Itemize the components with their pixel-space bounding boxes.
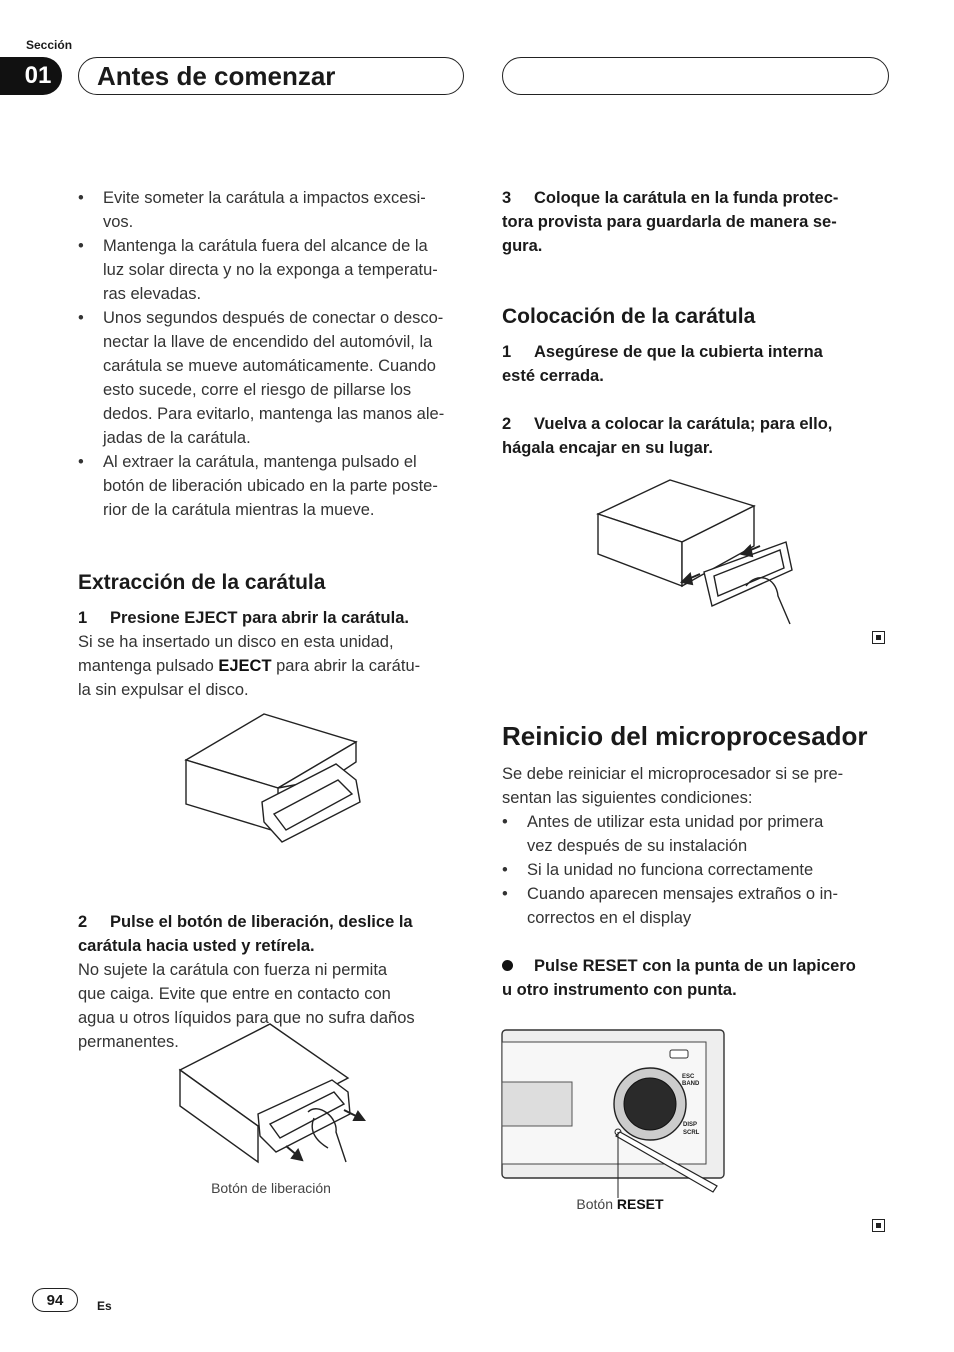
- reset-keyword: RESET: [616, 1196, 664, 1212]
- step-text: Pulse RESET con la punta de un lapicero u otro instrumento con punta.: [502, 957, 856, 999]
- display-window: [502, 1082, 572, 1126]
- precaution-list: [78, 186, 464, 522]
- placement-step-1: [502, 340, 890, 388]
- step-text: Coloque la carátula en la funda protec- tora provista para guardarla de manera se- gura.: [502, 189, 839, 255]
- step-number: 1: [78, 609, 88, 627]
- reset-condition-list: [502, 810, 892, 930]
- reset-section: [502, 720, 892, 1002]
- step-number: 3: [502, 189, 512, 207]
- disp-label: DISP: [683, 1122, 698, 1128]
- list-item: • Unos segundos después de conectar o desco- nectar la llave de encendido del automóvil, la carátula se mueve automáticamente. Cuando esto sucede, corre el riesgo de pillarse los dedos. Para evitarlo, mantenga las manos ale- jadas de la carátula.: [78, 306, 464, 450]
- language-code: Es: [97, 1299, 112, 1313]
- eject-slot: [670, 1050, 688, 1058]
- extraction-step-2: [78, 910, 464, 958]
- placement-step-2: [502, 412, 890, 460]
- header-empty-pill: [502, 57, 889, 95]
- release-illustration: [178, 1022, 368, 1167]
- section-end-mark: [872, 1219, 885, 1232]
- list-item: • Si la unidad no funciona correctamente: [502, 858, 892, 882]
- step-number: 1: [502, 343, 512, 361]
- reset-caption: [560, 1196, 680, 1212]
- list-item: • Al extraer la carátula, mantenga pulsado el botón de liberación ubicado en la parte poste- rior de la carátula mientras la mueve.: [78, 450, 464, 522]
- step-text: Asegúrese de que la cubierta interna esté cerrada.: [502, 343, 823, 385]
- reset-intro: Se debe reiniciar el microprocesador si se pre- sentan las siguientes condiciones:: [502, 765, 844, 807]
- list-item: • Cuando aparecen mensajes extraños o in- correctos en el display: [502, 882, 892, 930]
- reset-illustration: [502, 1028, 732, 1198]
- chapter-title: Antes de comenzar: [78, 57, 464, 95]
- body-text: Si se ha insertado un disco en esta unidad, mantenga pulsado: [78, 633, 394, 675]
- step-text: Presione EJECT para abrir la carátula.: [110, 609, 409, 627]
- extraction-heading: Extracción de la carátula: [78, 571, 326, 594]
- section-end-mark: [872, 631, 885, 644]
- extraction-step-1: [78, 606, 464, 630]
- list-item: • Antes de utilizar esta unidad por primera vez después de su instalación: [502, 810, 892, 858]
- filled-circle-icon: [502, 954, 534, 978]
- list-item: • Evite someter la carátula a impactos excesi- vos.: [78, 186, 464, 234]
- section-label: Sección: [26, 38, 73, 52]
- extraction-step-3: [502, 186, 890, 258]
- right-column: [502, 186, 890, 460]
- caption-text: Botón: [576, 1196, 617, 1212]
- left-column: [78, 186, 464, 1054]
- step-number: 2: [502, 415, 512, 433]
- esc-label: ESC: [682, 1074, 695, 1080]
- scrl-label: SCRL: [683, 1130, 700, 1136]
- arrow-head: [354, 1112, 364, 1120]
- section-number-badge: 01: [0, 57, 62, 95]
- release-caption: Botón de liberación: [211, 1180, 331, 1196]
- placement-heading: Colocación de la carátula: [502, 305, 756, 328]
- extraction-step-2-body: No sujete la carátula con fuerza ni permita que caiga. Evite que entre en contacto con agua u otros líquidos para que no sufra daños permanentes.: [78, 961, 415, 1051]
- eject-illustration: [182, 710, 362, 830]
- attach-illustration: [596, 476, 796, 621]
- step-number: 2: [78, 913, 88, 931]
- page-number: 94: [32, 1288, 78, 1312]
- list-item: • Mantenga la carátula fuera del alcance de la luz solar directa y no la exponga a temperatu- ras elevadas.: [78, 234, 464, 306]
- reset-step: [502, 954, 892, 1002]
- step-text: Pulse el botón de liberación, deslice la carátula hacia usted y retírela.: [78, 913, 413, 955]
- reset-heading: Reinicio del microprocesador: [502, 721, 868, 751]
- band-label: BAND: [682, 1081, 700, 1087]
- volume-knob: [624, 1078, 676, 1130]
- step-text: Vuelva a colocar la carátula; para ello, hágala encajar en su lugar.: [502, 415, 833, 457]
- extraction-step-1-body: [78, 630, 464, 702]
- eject-keyword: EJECT: [218, 657, 272, 675]
- body-text: para abrir la carátu- la sin expulsar el disco.: [78, 657, 421, 699]
